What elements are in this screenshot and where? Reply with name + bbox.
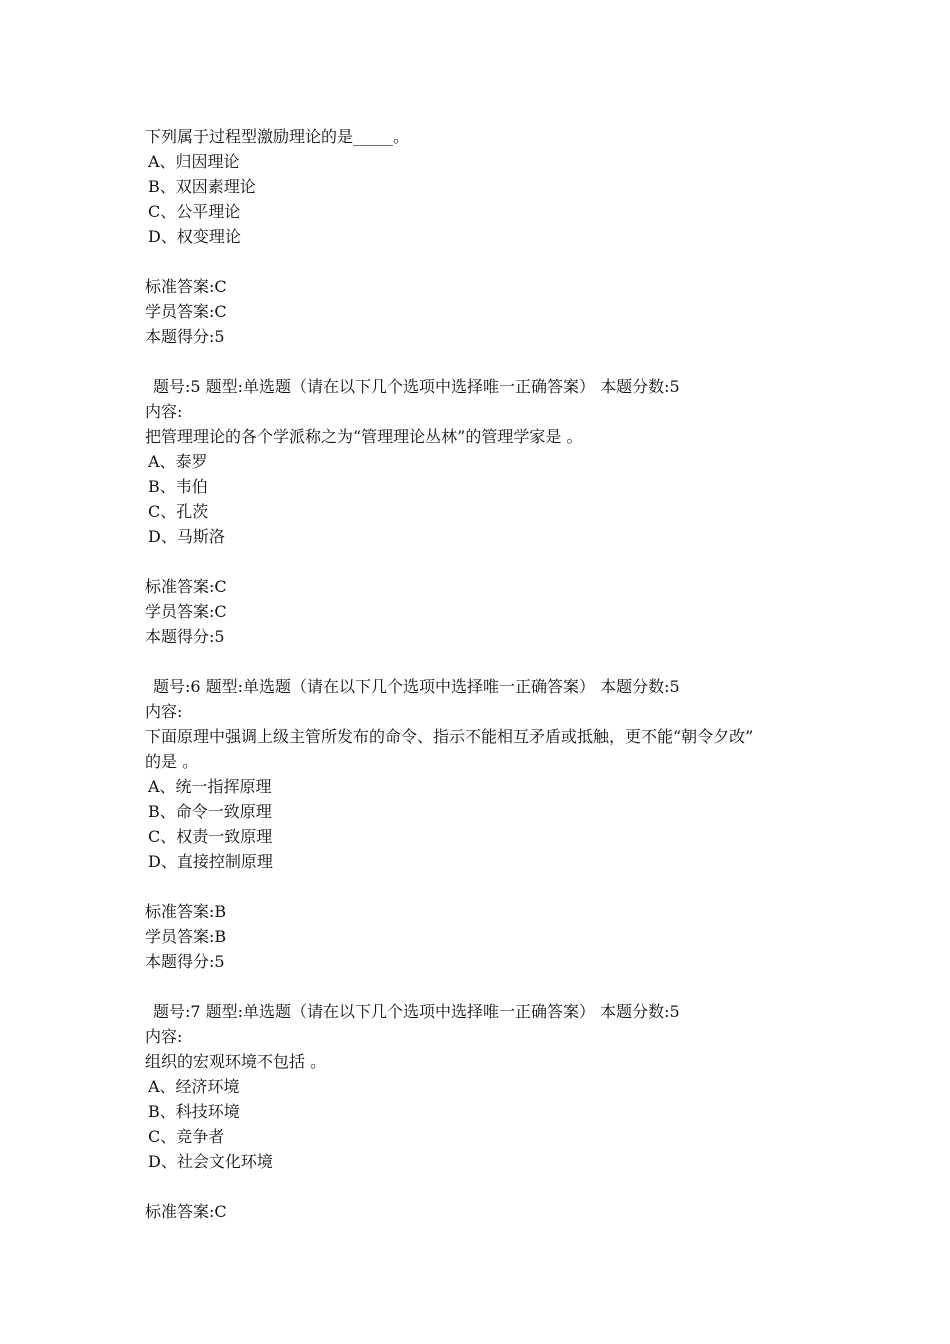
option-b: B、命令一致原理 bbox=[148, 802, 272, 821]
question-text-line-2: 的是 。 bbox=[145, 752, 199, 771]
question-text-line-1: 下面原理中强调上级主管所发布的命令、指示不能相互矛盾或抵触，更不能“朝令夕改” bbox=[145, 727, 754, 746]
student-answer: 学员答案:B bbox=[145, 927, 227, 946]
option-c: C、权责一致原理 bbox=[148, 827, 273, 846]
option-a: A、归因理论 bbox=[148, 152, 240, 171]
spacer bbox=[145, 549, 825, 574]
option-b: B、科技环境 bbox=[148, 1102, 240, 1121]
question-text: 下列属于过程型激励理论的是_____。 bbox=[145, 127, 410, 146]
question-block-7 bbox=[145, 999, 825, 1224]
option-b: B、韦伯 bbox=[148, 477, 208, 496]
question-score: 本题得分:5 bbox=[145, 627, 225, 646]
question-text: 把管理理论的各个学派称之为“管理理论丛林”的管理学家是 。 bbox=[145, 427, 583, 446]
question-score: 本题得分:5 bbox=[145, 327, 225, 346]
option-b: B、双因素理论 bbox=[148, 177, 256, 196]
student-answer: 学员答案:C bbox=[145, 602, 227, 621]
spacer bbox=[145, 649, 825, 674]
spacer bbox=[145, 249, 825, 274]
standard-answer: 标准答案:C bbox=[145, 277, 227, 296]
option-d: D、权变理论 bbox=[148, 227, 241, 246]
content-label: 内容: bbox=[145, 402, 183, 421]
spacer bbox=[145, 349, 825, 374]
standard-answer: 标准答案:C bbox=[145, 1202, 227, 1221]
question-block-4 bbox=[145, 124, 825, 374]
option-a: A、泰罗 bbox=[148, 452, 208, 471]
standard-answer: 标准答案:B bbox=[145, 902, 227, 921]
option-a: A、经济环境 bbox=[148, 1077, 240, 1096]
question-block-6 bbox=[145, 674, 825, 999]
spacer bbox=[145, 1174, 825, 1199]
content-label: 内容: bbox=[145, 1027, 183, 1046]
standard-answer: 标准答案:C bbox=[145, 577, 227, 596]
question-header: 题号:7 题型:单选题（请在以下几个选项中选择唯一正确答案） 本题分数:5 bbox=[153, 1002, 680, 1021]
option-d: D、马斯洛 bbox=[148, 527, 225, 546]
content-label: 内容: bbox=[145, 702, 183, 721]
document-page bbox=[145, 124, 825, 1224]
question-block-5 bbox=[145, 374, 825, 674]
option-c: C、公平理论 bbox=[148, 202, 241, 221]
option-a: A、统一指挥原理 bbox=[148, 777, 272, 796]
question-text: 组织的宏观环境不包括 。 bbox=[145, 1052, 327, 1071]
spacer bbox=[145, 874, 825, 899]
option-c: C、竞争者 bbox=[148, 1127, 225, 1146]
option-c: C、孔茨 bbox=[148, 502, 209, 521]
spacer bbox=[145, 974, 825, 999]
option-d: D、社会文化环境 bbox=[148, 1152, 273, 1171]
question-header: 题号:6 题型:单选题（请在以下几个选项中选择唯一正确答案） 本题分数:5 bbox=[153, 677, 680, 696]
student-answer: 学员答案:C bbox=[145, 302, 227, 321]
question-header: 题号:5 题型:单选题（请在以下几个选项中选择唯一正确答案） 本题分数:5 bbox=[153, 377, 680, 396]
option-d: D、直接控制原理 bbox=[148, 852, 273, 871]
question-score: 本题得分:5 bbox=[145, 952, 225, 971]
